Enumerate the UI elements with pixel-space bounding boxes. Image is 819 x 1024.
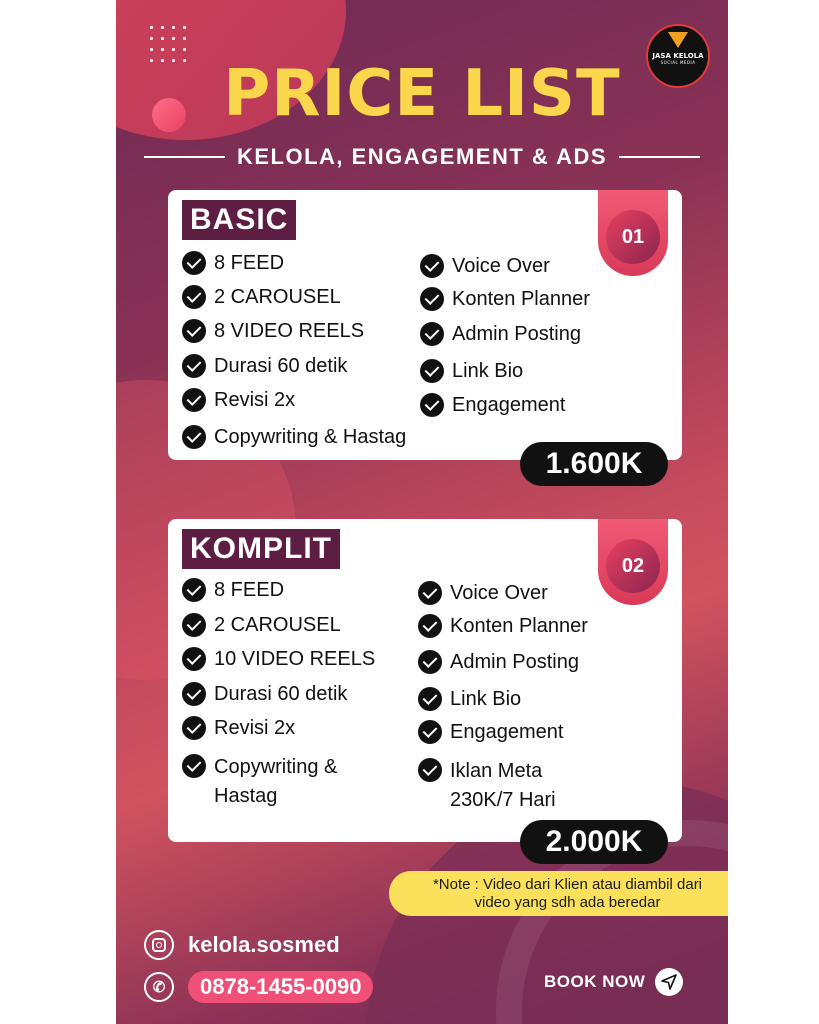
feature-item [418, 580, 548, 606]
feature-item [182, 250, 284, 276]
page-title: PRICE LIST [223, 57, 621, 131]
feature-item [420, 392, 565, 418]
package-name: KOMPLIT [182, 529, 340, 569]
feature-item [420, 321, 581, 347]
phone-contact[interactable] [144, 971, 373, 1003]
feature-item [418, 686, 521, 712]
feature-label: Voice Over [450, 582, 548, 604]
check-icon [420, 322, 444, 346]
price-tag-komplit: 2.000K [520, 820, 668, 864]
subtitle-row [144, 143, 700, 171]
feature-item [418, 613, 588, 639]
feature-item [418, 719, 563, 745]
feature-item [182, 424, 406, 450]
check-icon [182, 647, 206, 671]
check-icon [182, 425, 206, 449]
package-number-tab [598, 190, 668, 276]
feature-item [182, 577, 284, 603]
package-number: 01 [606, 210, 660, 264]
feature-item [182, 387, 295, 413]
package-name: BASIC [182, 200, 296, 240]
feature-item [420, 358, 523, 384]
feature-label: Konten Planner [450, 615, 588, 637]
feature-item [182, 646, 375, 672]
send-icon [655, 968, 683, 996]
package-number: 02 [606, 539, 660, 593]
feature-label: Durasi 60 detik [214, 683, 348, 705]
check-icon [420, 287, 444, 311]
feature-label: 2 CAROUSEL [214, 614, 341, 636]
feature-label: Iklan Meta 230K/7 Hari [450, 760, 556, 811]
check-icon [418, 758, 442, 782]
divider [619, 156, 700, 158]
feature-label: Admin Posting [450, 651, 579, 673]
feature-label: Link Bio [450, 688, 522, 710]
feature-label: Voice Over [452, 255, 550, 277]
logo-text: JASA KELOLA [652, 52, 704, 60]
feature-label: Copywriting & Hastag [214, 426, 407, 448]
check-icon [182, 578, 206, 602]
check-icon [182, 251, 206, 275]
page-subtitle: KELOLA, ENGAGEMENT & ADS [236, 144, 608, 169]
phone-number: 0878-1455-0090 [188, 971, 373, 1003]
dot-grid-decoration [146, 22, 190, 62]
check-icon [418, 650, 442, 674]
check-icon [182, 613, 206, 637]
feature-label: Durasi 60 detik [214, 355, 348, 377]
feature-label: Link Bio [452, 360, 524, 382]
logo-subtext: SOCIAL MEDIA [660, 60, 696, 65]
feature-label: 2 CAROUSEL [214, 286, 341, 308]
feature-item [418, 649, 579, 675]
note-banner: *Note : Video dari Klien atau diambil dari video yang sdh ada beredar [389, 871, 728, 916]
feature-label: Konten Planner [452, 288, 590, 310]
feature-item [182, 753, 372, 811]
feature-label: 8 FEED [214, 579, 285, 601]
check-icon [182, 388, 206, 412]
package-number-tab [598, 519, 668, 605]
feature-label: Engagement [450, 721, 564, 743]
feature-label: Admin Posting [452, 323, 581, 345]
divider [144, 156, 225, 158]
check-icon [418, 720, 442, 744]
check-icon [182, 354, 206, 378]
feature-label: 10 VIDEO REELS [214, 648, 376, 670]
feature-item [182, 715, 295, 741]
check-icon [182, 754, 206, 778]
check-icon [420, 359, 444, 383]
check-icon [418, 581, 442, 605]
instagram-contact[interactable] [144, 930, 340, 960]
phone-icon: ✆ [144, 972, 174, 1002]
feature-label: 8 FEED [214, 252, 285, 274]
feature-item [182, 612, 341, 638]
book-now-label: BOOK NOW [544, 972, 646, 991]
instagram-handle: kelola.sosmed [188, 932, 340, 957]
check-icon [418, 614, 442, 638]
feature-item [182, 318, 364, 344]
package-card-basic [168, 190, 682, 460]
book-now-button[interactable] [544, 968, 683, 996]
feature-item [420, 286, 590, 312]
feature-label: Revisi 2x [214, 389, 296, 411]
feature-item [182, 284, 341, 310]
feature-item [420, 253, 550, 279]
feature-item [182, 681, 347, 707]
check-icon [182, 285, 206, 309]
instagram-icon [144, 930, 174, 960]
feature-label: 8 VIDEO REELS [214, 320, 365, 342]
price-tag-basic: 1.600K [520, 442, 668, 486]
check-icon [420, 254, 444, 278]
price-list-poster [116, 0, 728, 1024]
feature-label: Copywriting & Hastag [214, 756, 338, 807]
check-icon [182, 319, 206, 343]
feature-item [182, 353, 347, 379]
check-icon [182, 682, 206, 706]
check-icon [182, 716, 206, 740]
feature-label: Revisi 2x [214, 717, 296, 739]
feature-label: Engagement [452, 394, 566, 416]
logo-mark-icon [668, 32, 688, 48]
check-icon [418, 687, 442, 711]
check-icon [420, 393, 444, 417]
package-card-komplit [168, 519, 682, 842]
feature-item [418, 757, 588, 815]
